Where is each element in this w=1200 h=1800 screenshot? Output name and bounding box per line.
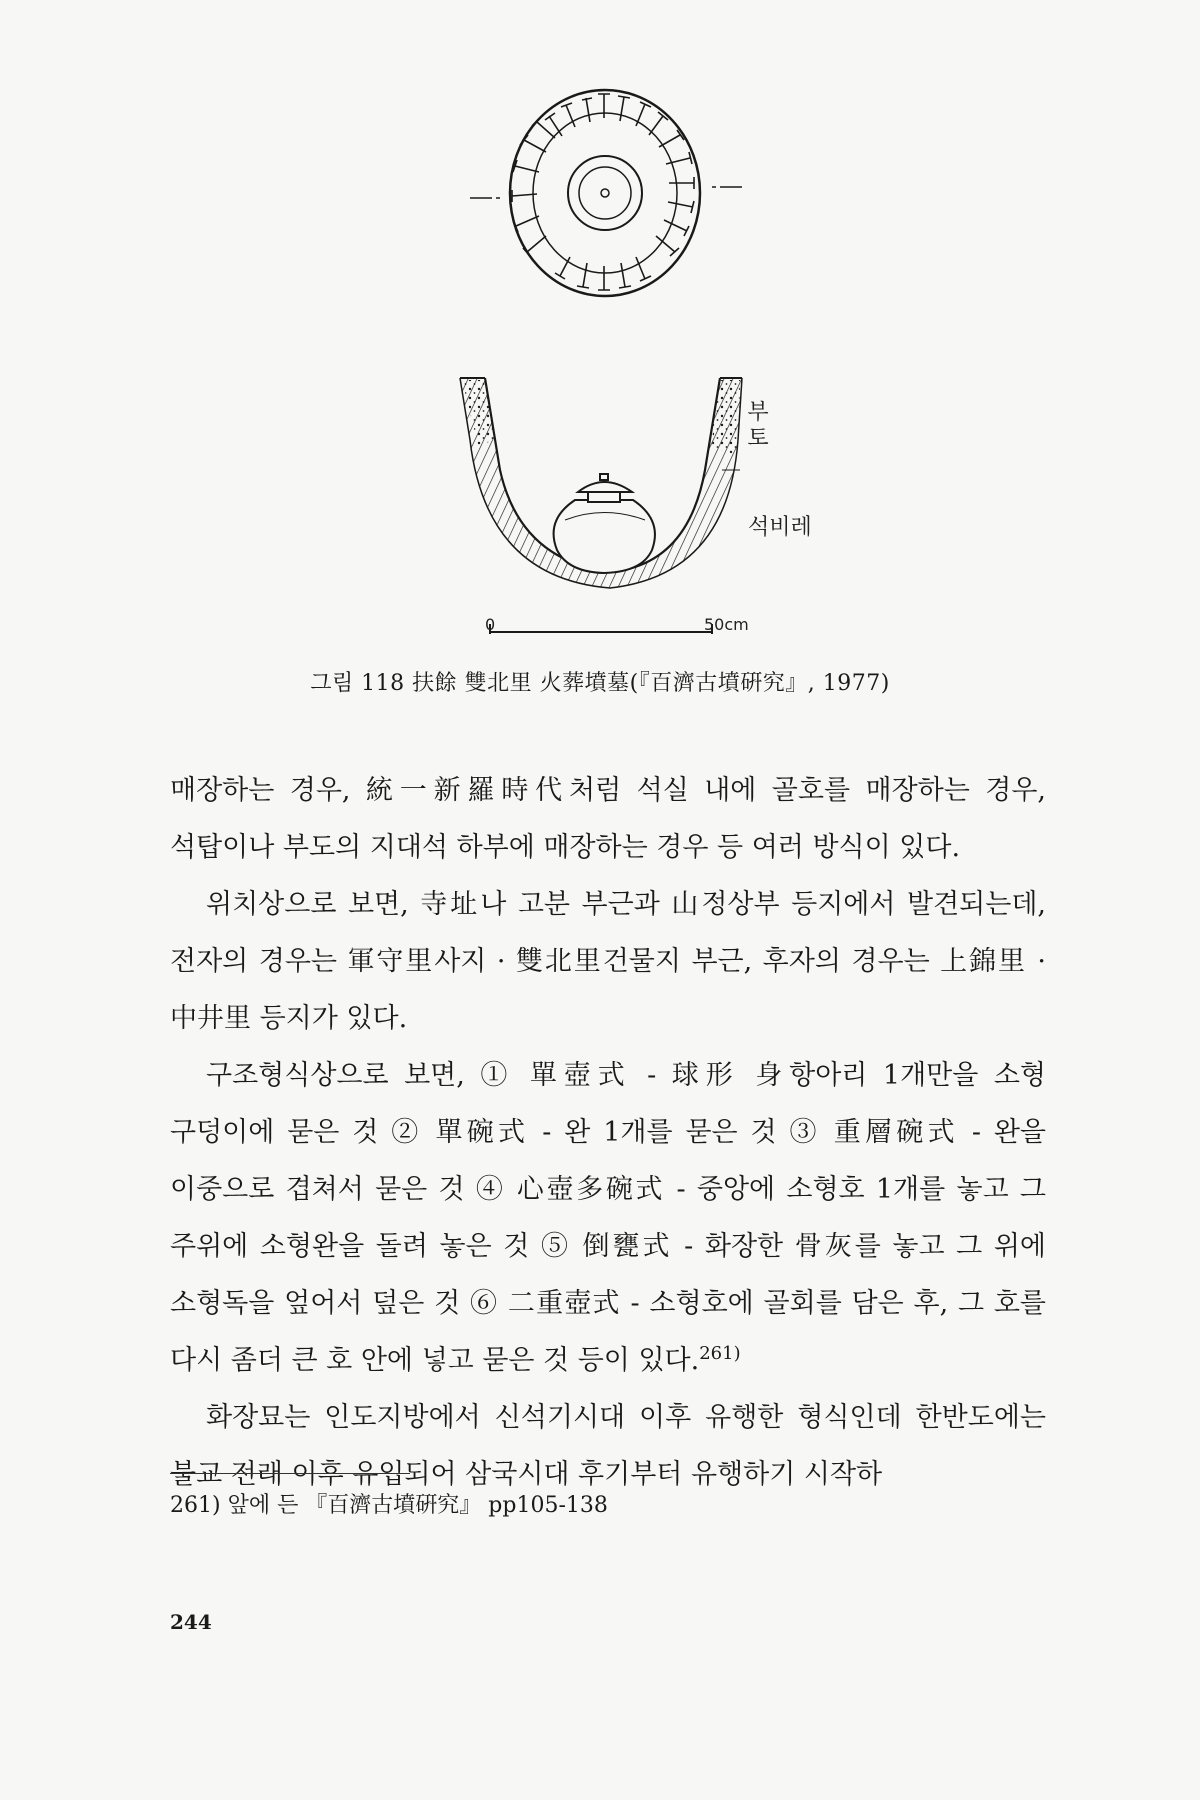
paragraph-3 <box>170 1047 1046 1389</box>
gravel-label: 석비레 <box>748 515 812 540</box>
paragraph-3-text: 구조형식상으로 보면, ① 單壺式 - 球形 身항아리 1개만을 소형 구덩이에 묻은 것 ② 單碗式 - 완 1개를 묻은 것 ③ 重層碗式 - 완을 이중으로 겹쳐서 묻은 것 ④ 心壺多碗式 - 중앙에 소형호 1개를 놓고 그 주위에 소형완을 돌려 놓은 것 ⑤ 倒甕式 - 화장한 骨灰를 놓고 그 위에 소형독을 엎어서 덮은 것 ⑥ 二重壺式 - 소형호에 골회를 담은 후, 그 호를 다시 좀더 큰 호 안에 넣고 묻은 것 등이 있다. <box>170 1060 1046 1376</box>
page-number: 244 <box>170 1610 212 1634</box>
footnote-reference[interactable]: 261) <box>699 1343 741 1364</box>
soil-label: 부토 <box>747 400 769 451</box>
scale-bar <box>490 624 712 634</box>
paragraph-2: 위치상으로 보면, 寺址나 고분 부근과 山정상부 등지에서 발견되는데, 전자의 경우는 軍守里사지 · 雙北里건물지 부근, 후자의 경우는 上錦里 · 中井里 등지가 있다. <box>170 889 1046 1034</box>
paragraph-4: 화장묘는 인도지방에서 신석기시대 이후 유행한 형식인데 한반도에는 불교 전래 이후 유입되어 삼국시대 후기부터 유행하기 시작하 <box>170 1402 1046 1490</box>
figure-caption: 그림 118 扶餘 雙北里 火葬墳墓(『百濟古墳硏究』, 1977) <box>310 671 890 696</box>
scale-zero-label: 0 <box>485 615 496 634</box>
section-view <box>460 378 742 588</box>
tomb-drawing <box>0 0 1200 650</box>
footnote-divider <box>170 1473 410 1474</box>
footnote-261: 261) 앞에 든 『百濟古墳硏究』 pp105-138 <box>170 1493 608 1518</box>
scale-end-label: 50cm <box>704 615 749 634</box>
paragraph-1: 매장하는 경우, 統一新羅時代처럼 석실 내에 골호를 매장하는 경우, 석탑이나 부도의 지대석 하부에 매장하는 경우 등 여러 방식이 있다. <box>170 775 1046 863</box>
figure-118 <box>0 0 1200 650</box>
plan-view <box>470 90 742 296</box>
body-text <box>170 762 1046 1503</box>
